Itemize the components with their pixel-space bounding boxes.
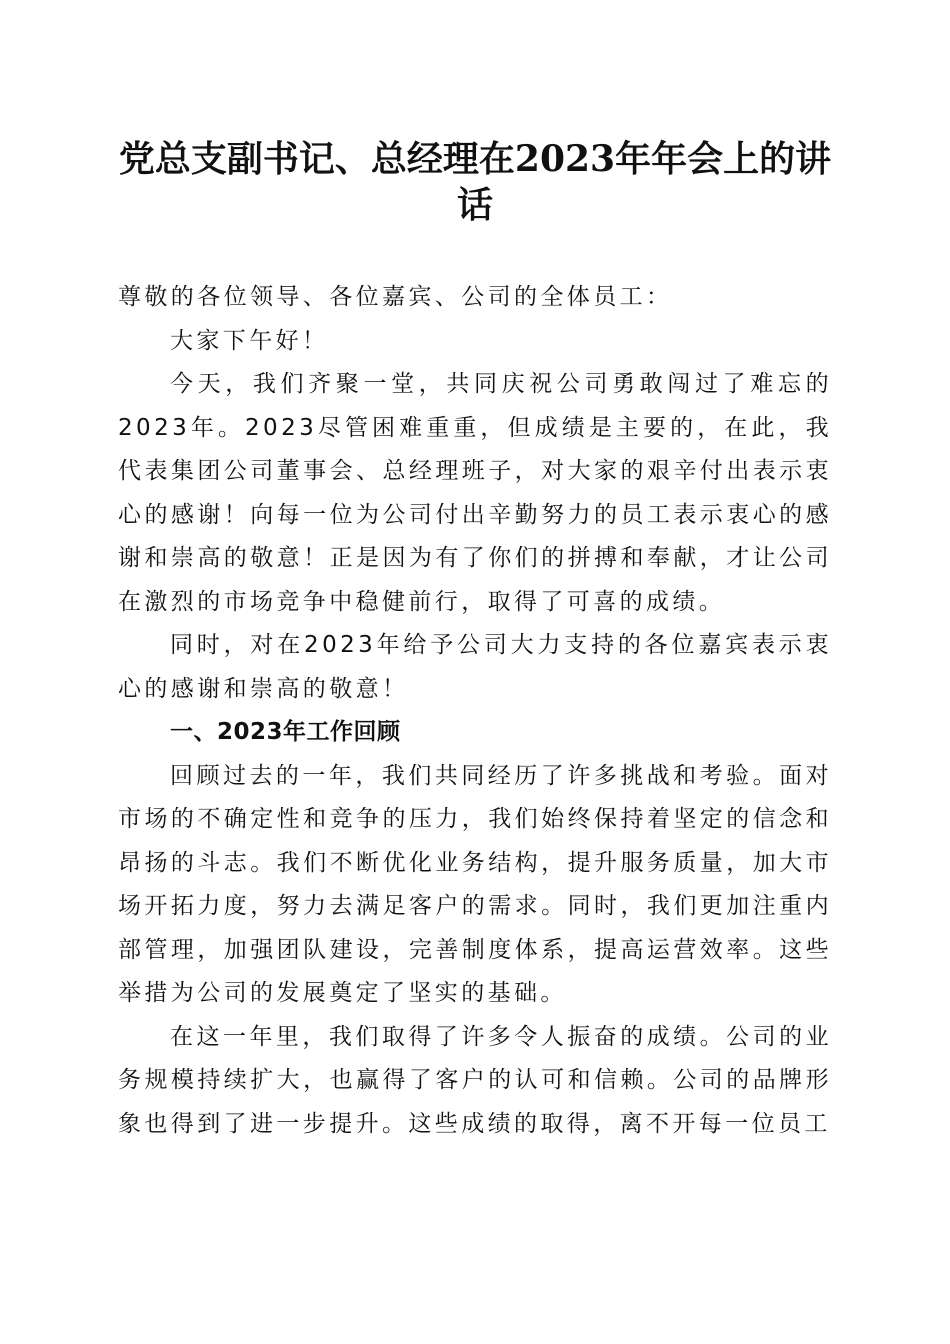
- section-heading-work-review: 一、2023年工作回顾: [170, 719, 401, 745]
- paragraph-thanks-guests: 同时，对在2023年给予公司大力支持的各位嘉宾表示衷心的感谢和崇高的敬意！: [118, 632, 832, 702]
- greeting: 大家下午好！: [170, 327, 329, 354]
- paragraph-achievements: 在这一年里，我们取得了许多令人振奋的成绩。公司的业务规模持续扩大，也赢得了客户的认可和信赖。公司的品牌形象也得到了进一步提升。这些成绩的取得，离不开每一位员工: [118, 1023, 832, 1137]
- paragraph-opening: 今天，我们齐聚一堂，共同庆祝公司勇敢闯过了难忘的2023年。2023尽管困难重重，但成绩是主要的，在此，我代表集团公司董事会、总经理班子，对大家的艰辛付出表示衷心的感谢！向每一位为公司付出辛勤努力的员工表示衷心的感谢和崇高的敬意！正是因为有了你们的拼搏和奉献，才让公司在激烈的市场竞争中稳健前行，取得了可喜的成绩。: [118, 371, 832, 615]
- document-body: [118, 276, 832, 1146]
- document-title: 党总支副书记、总经理在2023年年会上的讲话: [118, 138, 832, 226]
- salutation: 尊敬的各位领导、各位嘉宾、公司的全体员工：: [118, 284, 673, 310]
- paragraph-review: 回顾过去的一年，我们共同经历了许多挑战和考验。面对市场的不确定性和竞争的压力，我们始终保持着坚定的信念和昂扬的斗志。我们不断优化业务结构，提升服务质量，加大市场开拓力度，努力去满足客户的需求。同时，我们更加注重内部管理，加强团队建设，完善制度体系，提高运营效率。这些举措为公司的发展奠定了坚实的基础。: [118, 762, 832, 1006]
